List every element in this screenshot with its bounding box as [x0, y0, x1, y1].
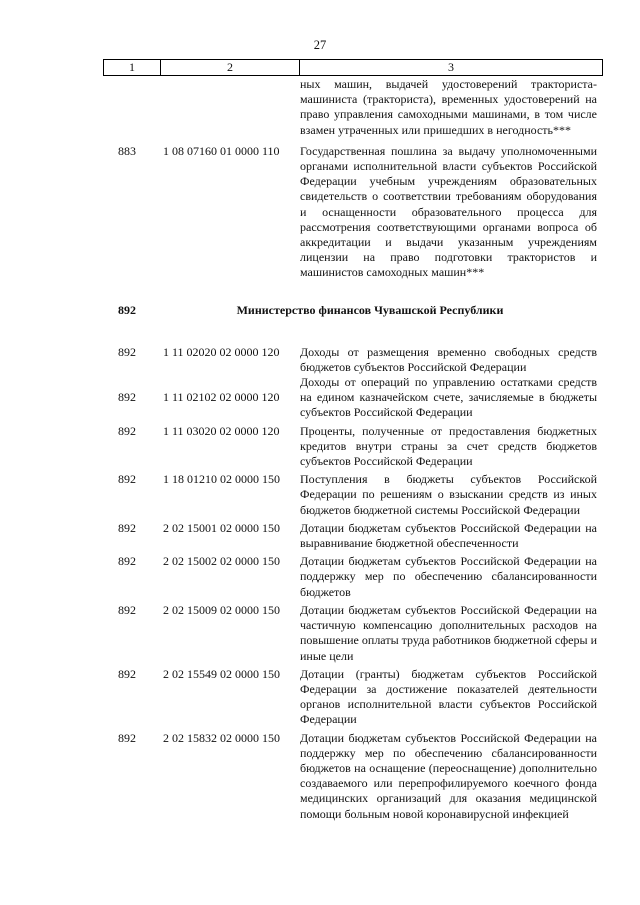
row-description: Дотации бюджетам субъектов Российской Федерации на поддержку мер по обеспечению сбалансированности бюджетов — [300, 554, 597, 599]
table-row — [0, 144, 640, 281]
budget-code: 2 02 15009 02 0000 150 — [163, 602, 280, 617]
table-row — [0, 521, 640, 551]
admin-code: 892 — [118, 423, 136, 438]
column-header-table — [103, 59, 603, 76]
row-description: Дотации бюджетам субъектов Российской Федерации на выравнивание бюджетной обеспеченности — [300, 520, 597, 551]
continuation-text: ных машин, выдачей удостоверений тракториста-машиниста (тракториста), временных удостоверений на право управления самоходными машинами, в том числе взамен утраченных или пришедших в негодность*** — [300, 77, 597, 137]
budget-code: 1 11 03020 02 0000 120 — [163, 423, 280, 438]
budget-code: 1 08 07160 01 0000 110 — [163, 143, 280, 158]
budget-code: 1 11 02020 02 0000 120 — [163, 344, 280, 359]
row-description: Проценты, полученные от предоставления бюджетных кредитов внутри страны за счет средств бюджетов субъектов Российской Федерации — [300, 423, 597, 469]
table-row — [0, 424, 640, 470]
section-header — [0, 303, 640, 323]
row-description: Доходы от операций по управлению остатками средств на едином казначейском счете, зачисляемые в бюджеты субъектов Российской Федерации — [300, 375, 597, 420]
admin-code: 892 — [118, 472, 136, 487]
admin-code: 892 — [118, 520, 136, 535]
budget-code: 2 02 15832 02 0000 150 — [163, 730, 280, 745]
admin-code: 892 — [118, 390, 136, 405]
column-header-2: 2 — [161, 60, 300, 76]
budget-code: 2 02 15002 02 0000 150 — [163, 554, 280, 569]
row-description: Дотации (гранты) бюджетам субъектов Российской Федерации за достижение показателей деятельности органов исполнительной власти субъектов Российской Федерации — [300, 666, 597, 727]
admin-code: 892 — [118, 344, 136, 359]
budget-code: 1 11 02102 02 0000 120 — [163, 390, 280, 405]
row-description: Дотации бюджетам субъектов Российской Федерации на поддержку мер по обеспечению сбалансированности бюджетов на оснащение (переоснащение) дополнительно создаваемого или перепрофилируемого коечного фонда медицинских организаций для оказания медицинской помощи больным новой коронавирусной инфекцией — [300, 730, 597, 821]
budget-code: 2 02 15001 02 0000 150 — [163, 520, 280, 535]
page-number: 27 — [313, 38, 327, 52]
section-title: Министерство финансов Чувашской Республики — [236, 302, 504, 317]
table-row — [0, 375, 640, 421]
document-body — [0, 77, 640, 822]
budget-code: 1 18 01210 02 0000 150 — [163, 472, 280, 487]
table-row — [0, 731, 640, 822]
admin-code: 883 — [118, 143, 136, 158]
admin-code: 892 — [118, 602, 136, 617]
table-row — [0, 603, 640, 664]
admin-code: 892 — [118, 730, 136, 745]
table-row — [0, 345, 640, 375]
admin-code: 892 — [118, 666, 136, 681]
row-description: Доходы от размещения временно свободных средств бюджетов субъектов Российской Федерации — [300, 344, 597, 374]
admin-code: 892 — [118, 554, 136, 569]
row-description: Дотации бюджетам субъектов Российской Федерации на частичную компенсацию дополнительных расходов на повышение оплаты труда работников бюджетной сферы и иные цели — [300, 602, 597, 663]
row-description: Государственная пошлина за выдачу уполномоченными органами исполнительной власти субъектов Российской Федерации учебным учреждениям образовательных свидетельств о соответствии требованиям оборудования и оснащенности образовательного процесса для рассмотрения соответствующими органами вопроса об аккредитации и выдачи указанным учреждениям лицензии на право подготовки трактористов и машинистов самоходных машин*** — [300, 143, 597, 280]
column-header-1: 1 — [104, 60, 161, 76]
continuation-text-block — [300, 77, 597, 138]
table-row — [0, 667, 640, 728]
table-row — [0, 554, 640, 600]
section-code: 892 — [118, 302, 136, 317]
table-row — [0, 472, 640, 518]
column-header-3: 3 — [300, 60, 603, 76]
budget-code: 2 02 15549 02 0000 150 — [163, 666, 280, 681]
row-description: Поступления в бюджеты субъектов Российской Федерации по решениям о взыскании средств из иных бюджетов бюджетной системы Российской Федерации — [300, 472, 597, 517]
